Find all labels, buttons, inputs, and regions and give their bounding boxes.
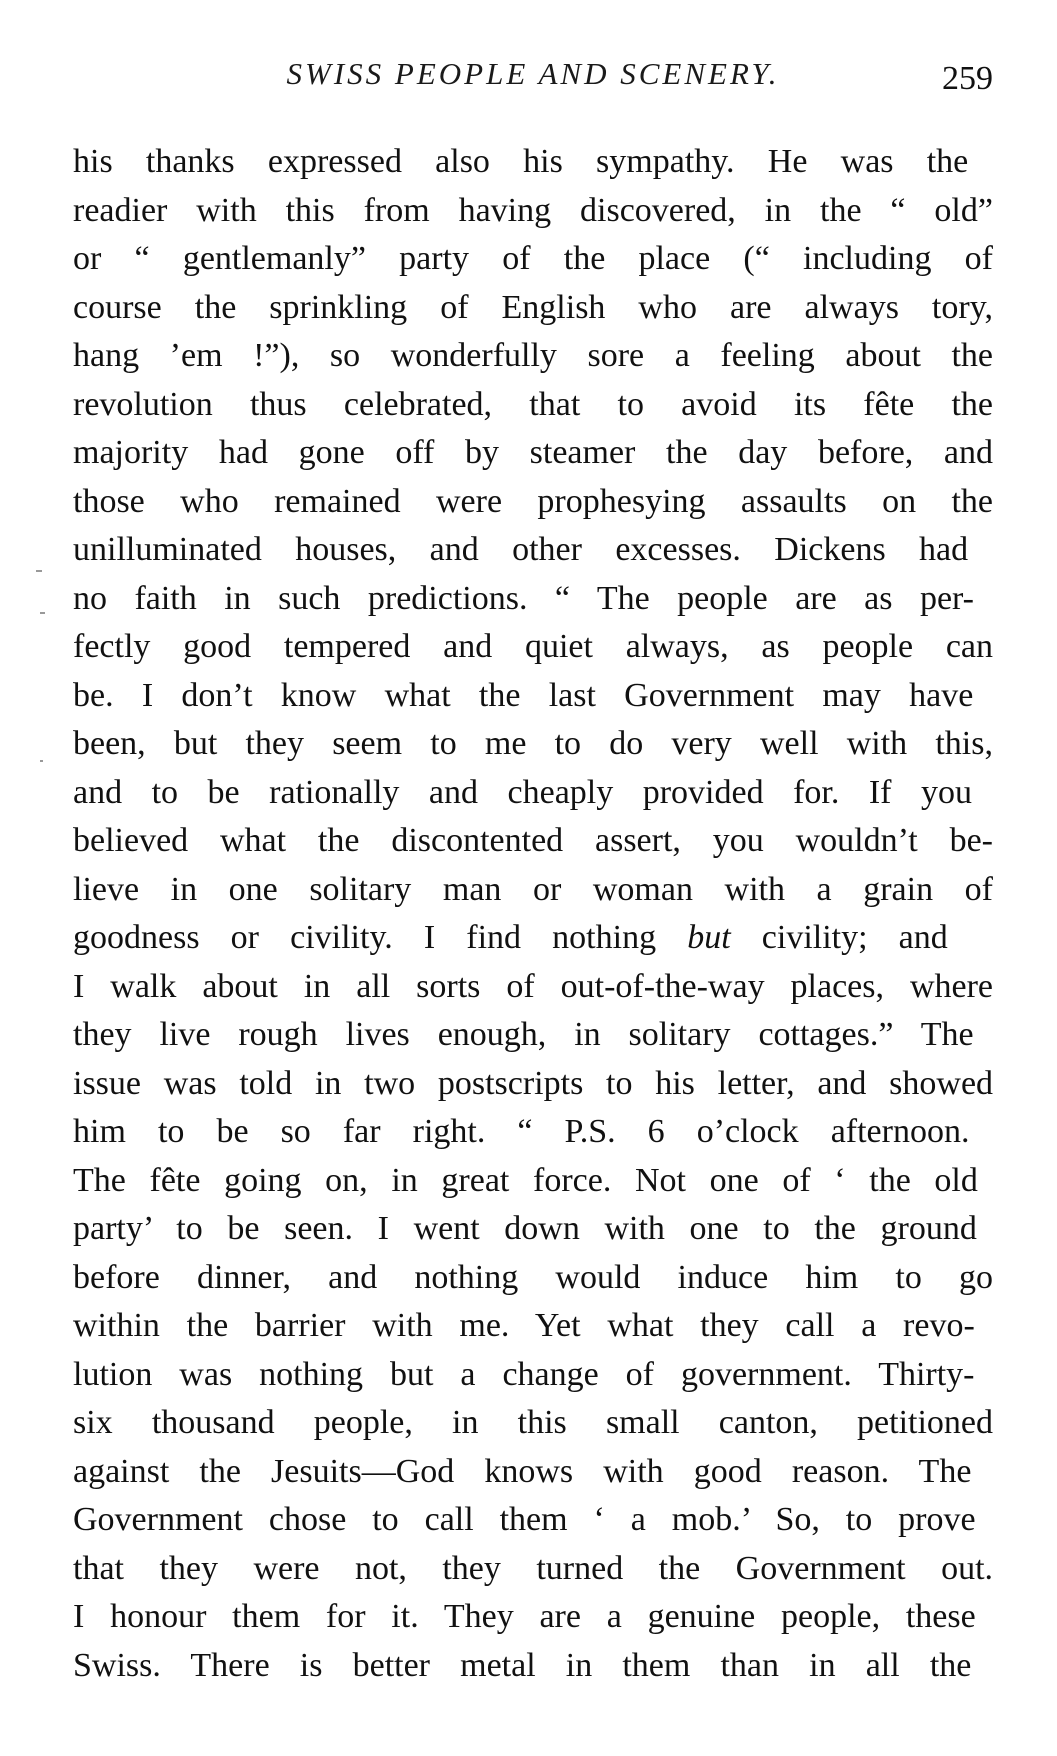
text-line: unilluminated houses, and other excesses. Dickens had <box>73 531 969 568</box>
text-line: him to be so far right. “ P.S. 6 o’clock afternoon. <box>73 1113 970 1150</box>
text-line: revolution thus celebrated, that to avoid its fête the <box>73 385 994 423</box>
text-line: no faith in such predictions. “ The people are as per- <box>73 579 974 617</box>
text-line: be. I don’t know what the last Government may have <box>73 676 974 714</box>
text-line: before dinner, and nothing would induce him to go <box>73 1258 993 1296</box>
text-line: I honour them for it. They are a genuine people, these <box>73 1598 976 1635</box>
text-line: Government chose to call them ‘ a mob.’ So, to prove <box>73 1501 976 1538</box>
text-line: his thanks expressed also his sympathy. He was the <box>73 143 969 180</box>
text-line: that they were not, they turned the Government out. <box>73 1549 994 1587</box>
text-line: issue was told in two postscripts to his letter, and showed <box>73 1064 994 1102</box>
text-line: majority had gone off by steamer the day before, and <box>73 434 994 471</box>
margin-mark <box>40 612 45 614</box>
text-line: those who remained were prophesying assaults on the <box>73 482 993 520</box>
running-head <box>73 52 993 112</box>
text-line: they live rough lives enough, in solitary cottages.” The <box>73 1016 974 1053</box>
text-segment: civility; and <box>730 919 948 956</box>
margin-mark <box>40 760 43 762</box>
text-line: readier with this from having discovered, in the “ old” <box>73 191 993 229</box>
text-line: and to be rationally and cheaply provided for. If you <box>73 773 972 811</box>
text-segment: goodness or civility. I find nothing <box>73 919 688 956</box>
body-text <box>73 138 993 1690</box>
margin-mark <box>36 570 42 572</box>
text-line: fectly good tempered and quiet always, as people can <box>73 628 994 665</box>
text-line <box>73 914 993 963</box>
italic-word: but <box>687 919 731 956</box>
text-line: lieve in one solitary man or woman with a grain of <box>73 870 993 908</box>
text-line: hang ’em !”), so wonderfully sore a feeling about the <box>73 337 994 374</box>
text-line: within the barrier with me. Yet what they call a revo- <box>73 1307 975 1344</box>
text-line: or “ gentlemanly” party of the place (“ including of <box>73 240 993 277</box>
text-line: lution was nothing but a change of government. Thirty- <box>73 1355 975 1393</box>
text-line: party’ to be seen. I went down with one to the ground <box>73 1210 977 1247</box>
text-line: The fête going on, in great force. Not one of ‘ the old <box>73 1161 978 1199</box>
text-line: against the Jesuits—God knows with good reason. The <box>73 1452 972 1490</box>
text-line: believed what the discontented assert, you wouldn’t be- <box>73 822 993 859</box>
text-line: course the sprinkling of English who are always tory, <box>73 288 993 326</box>
text-line: Swiss. There is better metal in them than in all the <box>73 1646 972 1684</box>
page-number: 259 <box>942 60 993 97</box>
text-line: been, but they seem to me to do very well with this, <box>73 725 993 762</box>
running-title: SWISS PEOPLE AND SCENERY. <box>286 56 780 91</box>
text-line: I walk about in all sorts of out-of-the-way places, where <box>73 967 993 1005</box>
text-line: six thousand people, in this small canton, petitioned <box>73 1404 994 1441</box>
